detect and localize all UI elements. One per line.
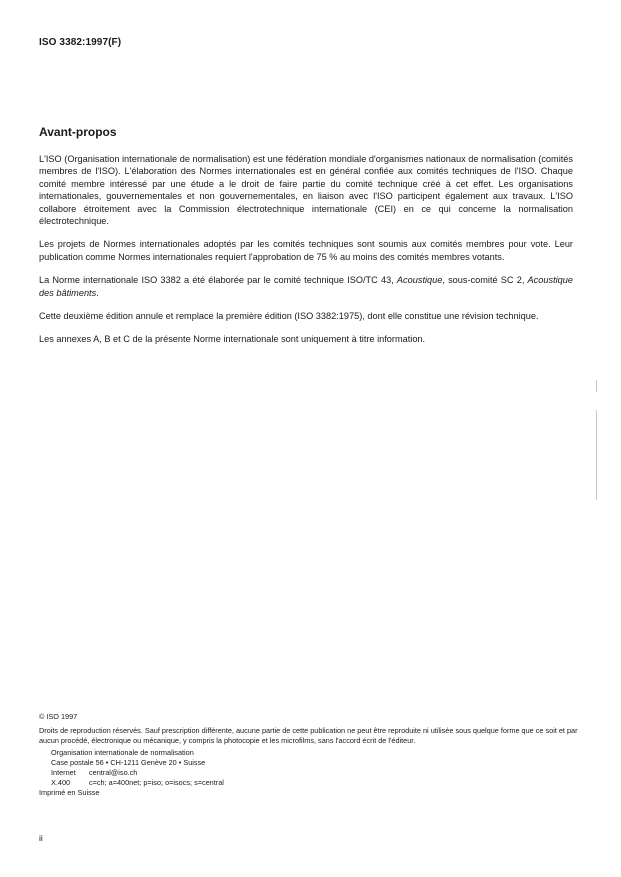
- internet-value: central@iso.ch: [89, 768, 138, 778]
- committee-text-3: .: [96, 287, 99, 298]
- document-id-header: ISO 3382:1997(F): [39, 37, 122, 48]
- copyright-notice: © ISO 1997: [39, 712, 78, 721]
- x400-value: c=ch; a=400net; p=iso; o=isocs; s=central: [89, 778, 224, 788]
- org-name: Organisation internationale de normalisation: [51, 747, 194, 757]
- paragraph-edition: Cette deuxième édition annule et remplace la première édition (ISO 3382:1975), dont elle constitue une révision technique.: [39, 311, 539, 322]
- committee-text-1: La Norme internationale ISO 3382 a été élaborée par le comité technique ISO/TC 43,: [39, 275, 397, 286]
- scan-artifact: [596, 410, 597, 500]
- x400-label: X.400: [51, 778, 71, 788]
- foreword-body: [39, 153, 573, 357]
- page-number: ii: [39, 833, 43, 843]
- printed-in: Imprimé en Suisse: [39, 788, 100, 798]
- postal-address: Case postale 56 • CH-1211 Genève 20 • Suisse: [51, 757, 206, 767]
- subcommittee-name: Acoustique des bâtiments: [39, 275, 574, 298]
- committee-text-2: , sous-comité SC 2,: [442, 275, 528, 286]
- paragraph-committee: [39, 274, 573, 299]
- paragraph-iso-description: L'ISO (Organisation internationale de normalisation) est une fédération mondiale d'organismes nationaux de normalisation (comités membres de l'ISO). L'élaboration des Normes internationales est en général confiée aux comités techniques de l'ISO. Chaque comité membre intéressé par une étude a le droit de faire partie du comité technique créé à cet effet. Les organisations internationales, gouvernementales et non gouvernementales, en liaison avec l'ISO participent également aux travaux. L'ISO collabore étroitement avec la Commission électrotechnique internationale (CEI) en ce qui concerne la normalisation électrotechnique.: [39, 154, 573, 227]
- section-title: Avant-propos: [39, 125, 117, 139]
- scan-artifact: [596, 380, 597, 392]
- paragraph-annexes: Les annexes A, B et C de la présente Norme internationale sont uniquement à titre information.: [39, 334, 426, 345]
- copyright-footer: [39, 712, 579, 799]
- internet-label: Internet: [51, 768, 76, 778]
- paragraph-voting: Les projets de Normes internationales adoptés par les comités techniques sont soumis aux comités membres pour vote. Leur publication comme Normes internationales requiert l'approbation de 75 % au moins des comités membres votants.: [39, 239, 573, 262]
- internet-row: [51, 768, 579, 778]
- committee-name-acoustique: Acoustique: [396, 275, 443, 286]
- reproduction-rights: Droits de reproduction réservés. Sauf prescription différente, aucune partie de cette publication ne peut être reproduite ni utilisée sous quelque forme que ce soit et par aucun procédé, électronique ou mécanique, y compris la photocopie et les microfilms, sans l'accord écrit de l'éditeur.: [39, 726, 578, 746]
- x400-row: [51, 778, 579, 788]
- iso-address-block: [39, 748, 579, 789]
